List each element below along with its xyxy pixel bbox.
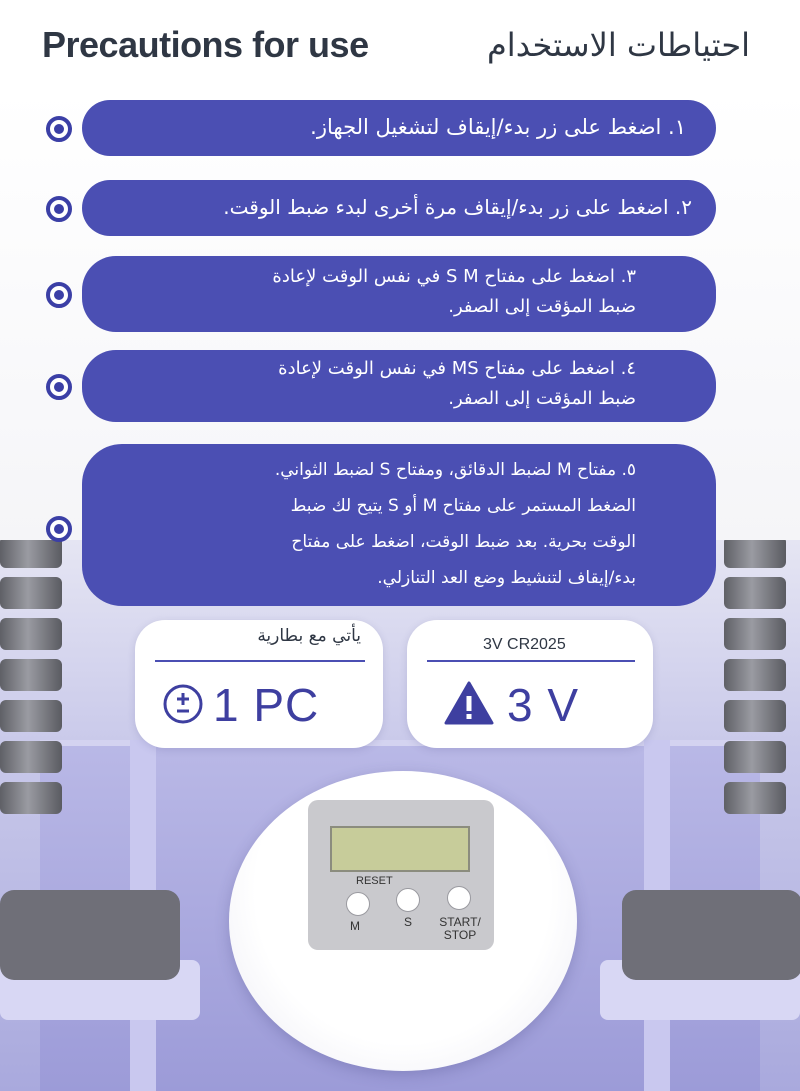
right-spring xyxy=(724,536,786,876)
step-4-pill xyxy=(82,350,716,422)
step-3-line-1: ٣. اضغط على مفتاح S M في نفس الوقت لإعادة xyxy=(272,266,636,287)
step-2-pill xyxy=(82,180,716,236)
step-3-pill xyxy=(82,256,716,332)
battery-voltage-value: 3 V xyxy=(507,679,580,731)
timer-start-stop-label: START/ STOP xyxy=(439,915,481,942)
plus-minus-battery-icon xyxy=(161,682,205,726)
battery-count-divider xyxy=(155,660,365,662)
step-5-pill xyxy=(82,444,716,606)
step-2-text: ٢. اضغط على زر بدء/إيقاف مرة أخرى لبدء ضبط الوقت. xyxy=(223,195,692,219)
right-foot-pedal xyxy=(622,890,800,980)
left-spring xyxy=(0,536,62,876)
timer-s-label: S xyxy=(404,915,413,929)
battery-voltage-card xyxy=(407,620,653,748)
timer-start-stop-button[interactable] xyxy=(447,886,471,910)
step-2-bullet-icon xyxy=(46,196,72,222)
step-5-bullet-icon xyxy=(46,516,72,542)
timer-m-label: M xyxy=(350,919,360,933)
left-foot-pedal xyxy=(0,890,180,980)
battery-count-label: يأتي مع بطارية xyxy=(257,626,361,646)
step-4-line-1: ٤. اضغط على مفتاح MS في نفس الوقت لإعادة xyxy=(278,358,636,379)
step-5-line-4: بدء/إيقاف لتنشيط وضع العد التنازلي. xyxy=(377,568,636,588)
timer-m-button[interactable] xyxy=(346,892,370,916)
title-arabic: احتياطات الاستخدام xyxy=(486,26,750,64)
step-1-text: ١. اضغط على زر بدء/إيقاف لتشغيل الجهاز. xyxy=(310,115,686,139)
step-5-line-3: الوقت بحرية. بعد ضبط الوقت، اضغط على مفتاح xyxy=(291,532,636,552)
battery-type-label: 3V CR2025 xyxy=(483,636,566,653)
step-3-bullet-icon xyxy=(46,282,72,308)
step-4-bullet-icon xyxy=(46,374,72,400)
timer-reset-label: RESET xyxy=(356,875,393,887)
step-1-pill xyxy=(82,100,716,156)
step-4-line-2: ضبط المؤقت إلى الصفر. xyxy=(448,388,636,409)
timer-s-button[interactable] xyxy=(396,888,420,912)
timer-lcd-display xyxy=(330,826,470,872)
battery-count-card xyxy=(135,620,383,748)
step-5-line-1: ٥. مفتاح M لضبط الدقائق، ومفتاح S لضبط الثواني. xyxy=(274,460,636,480)
warning-triangle-icon xyxy=(443,680,495,726)
battery-count-value: 1 PC xyxy=(213,679,320,731)
step-1-bullet-icon xyxy=(46,116,72,142)
battery-type-divider xyxy=(427,660,635,662)
step-5-line-2: الضغط المستمر على مفتاح M أو S يتيح لك ضبط xyxy=(290,496,636,516)
title-english: Precautions for use xyxy=(42,24,369,65)
step-3-line-2: ضبط المؤقت إلى الصفر. xyxy=(448,296,636,317)
